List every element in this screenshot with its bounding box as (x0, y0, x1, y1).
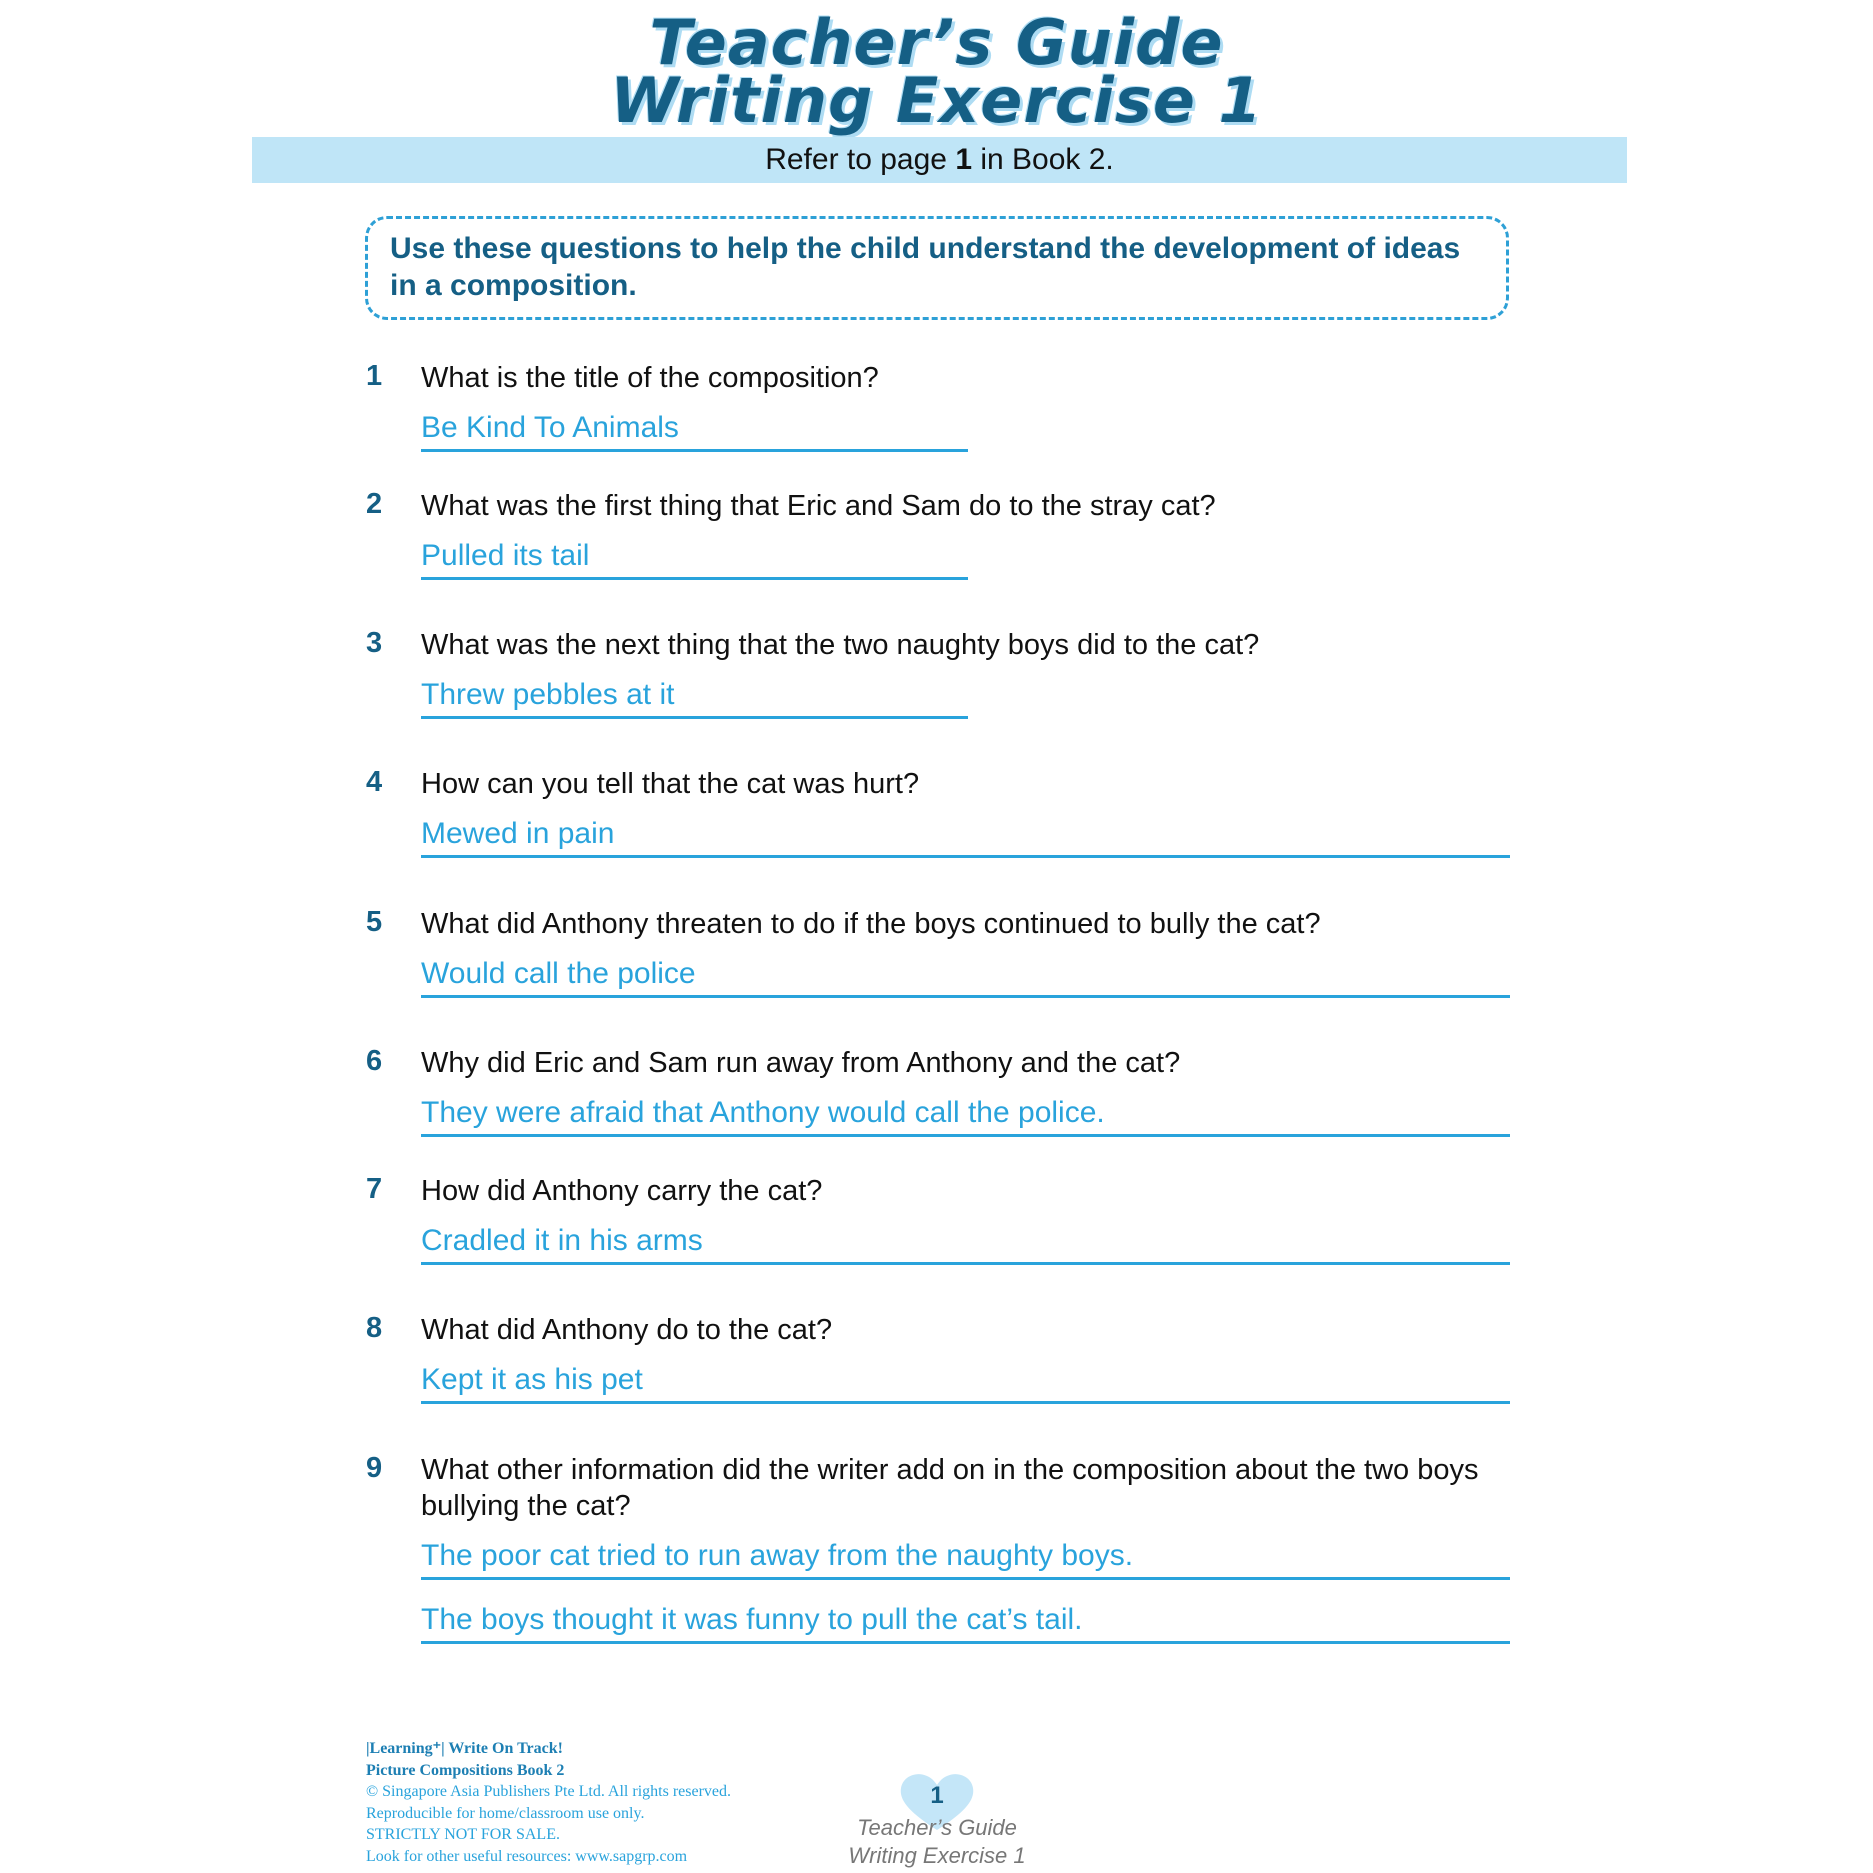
question-text: What is the title of the composition? (421, 362, 879, 394)
instruction-box: Use these questions to help the child understand the development of ideas in a composition. (365, 216, 1509, 320)
footer-resources: Look for other useful resources: www.sapgrp.com (366, 1847, 688, 1865)
refer-banner (252, 137, 1627, 183)
question-number: 5 (366, 906, 383, 938)
answer-line-2: The boys thought it was funny to pull the cat’s tail. (421, 1602, 1510, 1644)
answer-line: Threw pebbles at it (421, 677, 968, 719)
footer-center-line-2: Writing Exercise 1 (848, 1843, 1026, 1868)
question-text: What did Anthony threaten to do if the boys continued to bully the cat? (421, 908, 1321, 940)
page-number: 1 (930, 1782, 944, 1809)
question-number: 1 (366, 360, 383, 392)
question-number: 6 (366, 1045, 383, 1077)
footer-credits (366, 1738, 731, 1867)
question-text: Why did Eric and Sam run away from Anthony and the cat? (421, 1047, 1181, 1079)
question-text: What was the next thing that the two naughty boys did to the cat? (421, 629, 1260, 661)
question-number: 4 (366, 766, 383, 798)
page-title-line-2: Writing Exercise 1 (610, 64, 1263, 137)
question-text: How did Anthony carry the cat? (421, 1175, 823, 1207)
footer-book: Picture Compositions Book 2 (366, 1761, 565, 1779)
refer-text-pre: Refer to page (765, 143, 956, 176)
question-number: 2 (366, 488, 383, 520)
refer-text-post: in Book 2. (972, 143, 1114, 176)
footer-not-for-sale: STRICTLY NOT FOR SALE. (366, 1826, 560, 1843)
answer-line: Would call the police (421, 956, 1510, 998)
answer-line: Mewed in pain (421, 816, 1510, 858)
footer-reproducible: Reproducible for home/classroom use only. (366, 1804, 645, 1822)
question-number: 8 (366, 1312, 383, 1344)
question-number: 9 (366, 1452, 383, 1484)
footer-series: |Learning⁺| Write On Track! (366, 1740, 563, 1757)
footer-copyright: © Singapore Asia Publishers Pte Ltd. All rights reserved. (366, 1783, 732, 1800)
question-number: 3 (366, 627, 383, 659)
answer-line: Cradled it in his arms (421, 1223, 1510, 1265)
answer-line: Kept it as his pet (421, 1362, 1510, 1404)
question-text: What did Anthony do to the cat? (421, 1314, 833, 1346)
footer-center-label (820, 1814, 1054, 1870)
question-text: What other information did the writer add on in the composition about the two boys bullying the cat? (421, 1454, 1479, 1522)
refer-page-number: 1 (955, 143, 973, 176)
page-title-line-1: Teacher’s Guide (649, 6, 1224, 79)
answer-line-1: The poor cat tried to run away from the naughty boys. (421, 1538, 1510, 1580)
answer-line: They were afraid that Anthony would call the police. (421, 1095, 1510, 1137)
answer-line: Pulled its tail (421, 538, 968, 580)
answer-line: Be Kind To Animals (421, 410, 968, 452)
question-text: What was the first thing that Eric and Sam do to the stray cat? (421, 490, 1216, 522)
footer-center-line-1: Teacher’s Guide (857, 1815, 1017, 1840)
question-number: 7 (366, 1173, 383, 1205)
question-text: How can you tell that the cat was hurt? (421, 768, 920, 800)
